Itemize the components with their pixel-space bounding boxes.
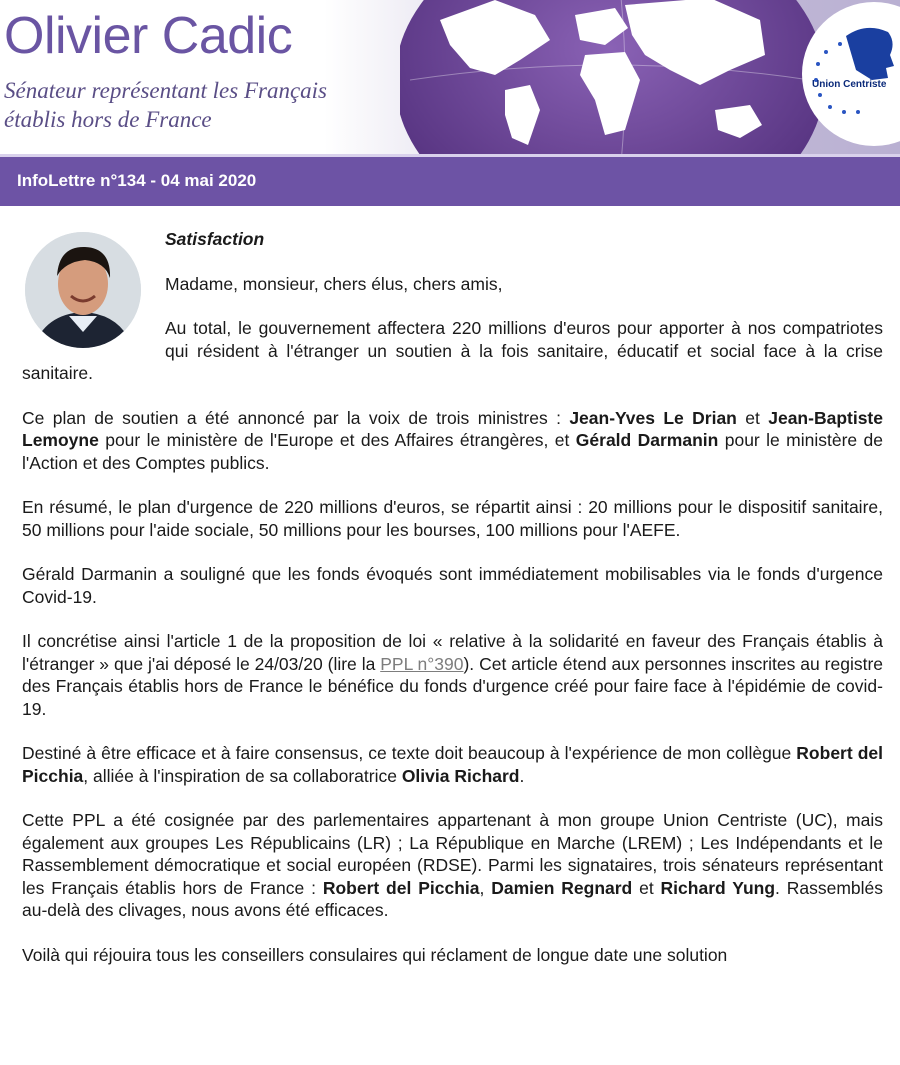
text: et — [736, 407, 769, 428]
newsletter-issue-title: InfoLettre n°134 - 04 mai 2020 — [17, 171, 257, 190]
paragraph-5 — [22, 630, 883, 720]
text: pour le ministère de l'Action et des Comptes publics. — [22, 430, 883, 473]
ppl-390-link[interactable]: PPL n°390 — [380, 653, 464, 674]
person-name: Robert del Picchia — [22, 743, 883, 786]
paragraph-6 — [22, 742, 883, 787]
union-centriste-logo — [796, 0, 900, 150]
paragraph-8: Voilà qui réjouira tous les conseillers consulaires qui réclament de longue date une solution — [22, 944, 728, 965]
newsletter-title-band — [0, 154, 900, 206]
text: Ce plan de soutien a été annoncé par la voix de trois ministres : — [22, 407, 570, 428]
person-name: Olivia Richard — [401, 765, 520, 786]
senator-name: Richard Yung — [660, 877, 776, 898]
text: . — [519, 765, 525, 786]
paragraph-2 — [22, 407, 883, 475]
minister-name: Gérald Darmanin — [575, 430, 719, 450]
paragraph-4: Gérald Darmanin a souligné que les fonds évoqués sont immédiatement mobilisables via le fonds d'urgence Covid-19. — [22, 564, 883, 607]
paragraph-7 — [22, 809, 883, 922]
text: , alliée à l'inspiration de sa collaboratrice — [83, 765, 402, 786]
world-globe-icon — [400, 0, 820, 154]
subtitle-line-2: établis hors de France — [4, 107, 212, 132]
paragraph-1: Au total, le gouvernement affectera 220 millions d'euros pour apporter à nos compatriotes qui résident à l'étranger un soutien à la fois sanitaire, éducatif et social face à la crise sanitaire. — [22, 318, 883, 383]
senator-name: Damien Regnard — [491, 877, 633, 898]
senator-name: Olivier Cadic — [4, 7, 293, 65]
article-body — [0, 206, 900, 966]
portrait-image — [25, 232, 141, 348]
text: ). Cet article étend aux personnes inscrites au registre des Français établis hors de France le bénéfice du fonds d'urgence créé pour faire face à l'épidémie de covid-19. — [22, 653, 884, 719]
senator-subtitle — [4, 76, 404, 134]
text: Il concrétise ainsi l'article 1 de la proposition de loi « relative à la solidarité en faveur des Français établis à l'étranger » que j'ai déposé le 24/03/20 (lire la — [22, 631, 883, 674]
text: pour le ministère de l'Europe et des Affaires étrangères, et — [98, 430, 576, 450]
subtitle-line-1: Sénateur représentant les Français — [4, 78, 328, 103]
senator-name: Robert del Picchia — [322, 877, 480, 898]
greeting-paragraph: Madame, monsieur, chers élus, chers amis, — [165, 273, 503, 294]
newsletter-header — [0, 0, 900, 154]
text: Destiné à être efficace et à faire consensus, ce texte doit beaucoup à l'expérience de mon collègue — [22, 743, 797, 763]
text: Cette PPL a été cosignée par des parlementaires appartenant à mon groupe Union Centriste (UC), mais également aux groupes Les Républicains (LR) ; La République en Marche (LREM) ; Les Indépendants et le Rassemblement démocratique et social européen (RDSE). Parmi les signataires, trois sénateurs représentant les Français établis hors de France : — [22, 810, 883, 898]
senator-avatar — [25, 232, 141, 348]
text: . Rassemblés au-delà des clivages, nous avons été efficaces. — [22, 877, 884, 920]
paragraph-3: En résumé, le plan d'urgence de 220 millions d'euros, se répartit ainsi : 20 millions pour le dispositif sanitaire, 50 millions pour l'aide sociale, 50 millions pour les bourses, 100 millions pour l'AEFE. — [22, 497, 883, 540]
minister-name: Jean-Yves Le Drian — [569, 407, 737, 428]
minister-name: Jean-Baptiste Lemoyne — [22, 407, 883, 450]
text: et — [632, 877, 661, 898]
union-centriste-label: Union Centriste — [812, 79, 887, 90]
article-heading: Satisfaction — [165, 229, 265, 249]
text: , — [479, 877, 492, 898]
